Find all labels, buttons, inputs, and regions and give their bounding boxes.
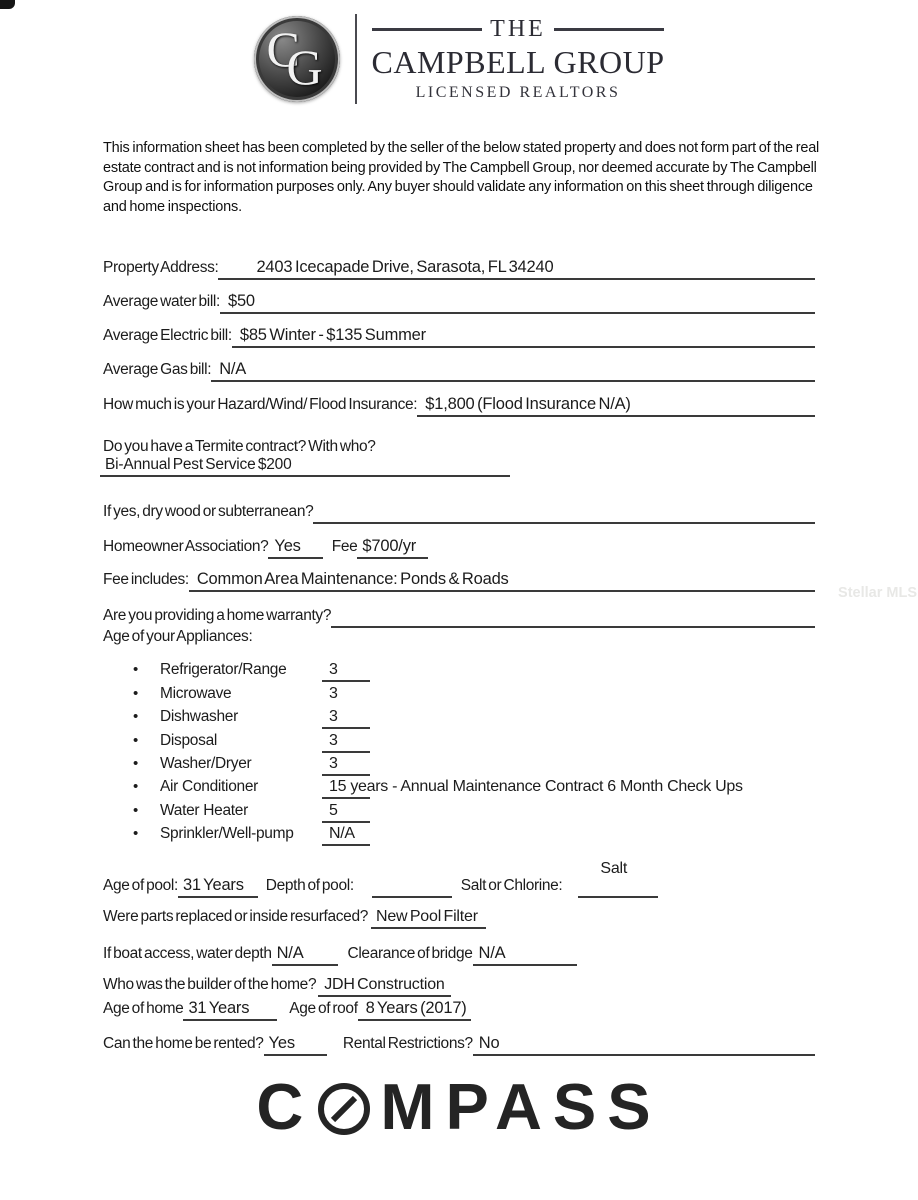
appliance-value: 3 bbox=[327, 732, 338, 753]
pool-depth-value bbox=[372, 890, 384, 891]
home-age-row bbox=[103, 999, 815, 1021]
termite-type-line bbox=[313, 504, 815, 524]
appliance-row-water-heater bbox=[133, 799, 743, 822]
fee-includes-line bbox=[189, 570, 815, 592]
water-bill-value: $50 bbox=[227, 292, 255, 310]
compass-logo bbox=[0, 1070, 918, 1143]
termite-question-label: Do you have a Termite contract? With who? bbox=[103, 438, 376, 455]
property-address-value: 2403 Icecapade Drive, Sarasota, FL 34240 bbox=[256, 258, 554, 276]
home-warranty-line bbox=[331, 608, 815, 628]
gas-bill-row bbox=[103, 360, 815, 382]
rental-restrictions-value: No bbox=[478, 1034, 500, 1052]
insurance-value: $1,800 (Flood Insurance N/A) bbox=[425, 395, 631, 413]
disclaimer-text: This information sheet has been completed by the seller of the below stated property and does not form part of the real estate contract and is not information being provided by The Campbell Group, nor deemed accurate by The Campbell Group and is for information purposes only. Any buyer should validate any information on this sheet through diligence and home inspections. bbox=[103, 140, 820, 215]
campbell-group-logo bbox=[0, 14, 918, 104]
gas-bill-line bbox=[211, 360, 815, 382]
pool-depth-label: Depth of pool: bbox=[265, 877, 354, 894]
scan-artifact bbox=[0, 0, 15, 9]
termite-type-value bbox=[313, 516, 325, 517]
termite-type-label: If yes, dry wood or subterranean? bbox=[103, 503, 314, 520]
rented-label: Can the home be rented? bbox=[103, 1035, 264, 1052]
appliance-row-disposal bbox=[133, 729, 743, 752]
brand-text-block bbox=[372, 16, 665, 102]
logo-divider bbox=[355, 14, 357, 104]
home-age-label: Age of home bbox=[103, 1000, 184, 1017]
insurance-row bbox=[103, 395, 815, 417]
rule-right bbox=[554, 28, 664, 31]
insurance-line bbox=[417, 395, 815, 417]
gas-bill-value: N/A bbox=[219, 360, 247, 378]
home-warranty-value bbox=[331, 620, 343, 621]
appliance-value: 3 bbox=[327, 755, 338, 776]
appliance-value: 3 bbox=[327, 708, 338, 729]
property-address-label: Property Address: bbox=[103, 259, 219, 276]
cg-monogram-letter-g: G bbox=[286, 39, 323, 95]
home-warranty-label: Are you providing a home warranty? bbox=[103, 607, 332, 624]
appliance-row-refrigerator bbox=[133, 659, 743, 682]
cg-monogram-icon bbox=[254, 16, 340, 102]
appliance-label: • Microwave bbox=[160, 684, 232, 702]
electric-bill-label: Average Electric bill: bbox=[103, 327, 232, 344]
appliance-value: 15 years - Annual Maintenance Contract 6 Month Check Ups bbox=[327, 778, 743, 799]
property-address-line bbox=[218, 258, 815, 280]
electric-bill-row bbox=[103, 326, 815, 348]
compass-letters-mpass: MPASS bbox=[380, 1070, 662, 1143]
pool-chem-label: Salt or Chlorine: bbox=[460, 877, 563, 894]
termite-type-row bbox=[103, 503, 815, 524]
pool-chem-value: Salt bbox=[600, 860, 628, 877]
pool-age-value: 31 Years bbox=[182, 876, 244, 894]
hoa-fee-value: $700/yr bbox=[362, 537, 417, 555]
appliance-row-dishwasher bbox=[133, 706, 743, 729]
rental-restrictions-label: Rental Restrictions? bbox=[342, 1035, 473, 1052]
resurfaced-row bbox=[103, 908, 815, 929]
stellar-mls-watermark: Stellar MLS bbox=[838, 585, 917, 601]
water-bill-line bbox=[220, 292, 815, 314]
appliance-label: • Dishwasher bbox=[160, 708, 238, 726]
pool-chem-line bbox=[578, 860, 658, 898]
roof-age-label: Age of roof bbox=[289, 1000, 358, 1017]
hoa-label: Homeowner Association? bbox=[103, 538, 269, 555]
fee-includes-value: Common Area Maintenance: Ponds & Roads bbox=[196, 570, 509, 588]
electric-bill-value: $85 Winter - $135 Summer bbox=[239, 326, 426, 344]
insurance-label: How much is your Hazard/Wind/ Flood Insurance: bbox=[103, 396, 418, 413]
appliance-label: • Water Heater bbox=[160, 801, 248, 819]
gas-bill-label: Average Gas bill: bbox=[103, 361, 212, 378]
appliance-value: 3 bbox=[329, 684, 338, 702]
compass-letter-c: C bbox=[256, 1070, 315, 1143]
appliance-label: • Washer/Dryer bbox=[160, 754, 252, 772]
hoa-answer-line bbox=[268, 537, 322, 559]
hoa-fee-label: Fee bbox=[331, 538, 358, 555]
rented-row bbox=[103, 1034, 815, 1056]
water-bill-row bbox=[103, 292, 815, 314]
builder-row bbox=[103, 976, 815, 997]
bridge-clearance-line bbox=[473, 944, 578, 966]
brand-name: CAMPBELL GROUP bbox=[371, 44, 665, 80]
appliance-label: • Disposal bbox=[160, 731, 218, 749]
appliance-label: • Sprinkler/Well-pump bbox=[160, 825, 294, 843]
boat-depth-line bbox=[272, 944, 338, 966]
appliances-heading: Age of your Appliances: bbox=[103, 628, 253, 645]
appliance-row-washer-dryer bbox=[133, 753, 743, 776]
resurfaced-line bbox=[371, 908, 486, 929]
brand-the-row bbox=[372, 16, 665, 43]
termite-answer-row bbox=[100, 456, 510, 477]
appliance-label: • Refrigerator/Range bbox=[160, 661, 287, 679]
appliance-value: 3 bbox=[327, 661, 338, 682]
home-warranty-row bbox=[103, 607, 815, 628]
termite-answer-line bbox=[100, 456, 510, 477]
pool-age-line bbox=[178, 876, 258, 898]
pool-row bbox=[103, 860, 815, 898]
rented-value: Yes bbox=[268, 1034, 295, 1052]
roof-age-line bbox=[358, 999, 471, 1021]
appliance-row-microwave bbox=[133, 682, 743, 705]
termite-answer-value: Bi-Annual Pest Service $200 bbox=[105, 456, 292, 473]
electric-bill-line bbox=[232, 326, 815, 348]
resurfaced-value: New Pool Filter bbox=[375, 908, 478, 925]
hoa-row bbox=[103, 537, 815, 559]
fee-includes-label: Fee includes: bbox=[103, 571, 189, 588]
boat-depth-value: N/A bbox=[276, 944, 304, 962]
builder-line bbox=[318, 976, 450, 997]
bridge-clearance-value: N/A bbox=[478, 944, 506, 962]
roof-age-value: 8 Years (2017) bbox=[365, 999, 467, 1017]
pool-age-label: Age of pool: bbox=[103, 877, 178, 894]
appliance-value: 5 bbox=[327, 802, 338, 823]
cg-monogram-letter-c: C bbox=[266, 21, 300, 77]
boat-row bbox=[103, 944, 815, 966]
home-age-line bbox=[183, 999, 277, 1021]
rented-line bbox=[264, 1034, 327, 1056]
hoa-answer-value: Yes bbox=[274, 537, 301, 555]
rental-restrictions-line bbox=[473, 1034, 815, 1056]
rule-left bbox=[372, 28, 482, 31]
appliance-value: N/A bbox=[327, 825, 355, 846]
home-age-value: 31 Years bbox=[188, 999, 250, 1017]
fee-includes-row bbox=[103, 570, 815, 592]
appliance-row-air-conditioner bbox=[133, 776, 743, 799]
appliance-row-sprinkler bbox=[133, 823, 743, 846]
compass-o-needle-icon bbox=[316, 1081, 372, 1137]
brand-tagline: LICENSED REALTORS bbox=[415, 84, 621, 101]
appliance-label: • Air Conditioner bbox=[160, 778, 259, 796]
pool-depth-line bbox=[372, 878, 452, 898]
property-address-row bbox=[103, 258, 815, 280]
builder-value: JDH Construction bbox=[324, 976, 445, 993]
boat-depth-label: If boat access, water depth bbox=[103, 945, 272, 962]
bridge-clearance-label: Clearance of bridge bbox=[347, 945, 473, 962]
water-bill-label: Average water bill: bbox=[103, 293, 220, 310]
brand-the: THE bbox=[490, 16, 546, 42]
hoa-fee-line bbox=[357, 537, 428, 559]
builder-label: Who was the builder of the home? bbox=[103, 976, 317, 993]
appliances-list bbox=[133, 659, 743, 846]
resurfaced-label: Were parts replaced or inside resurfaced? bbox=[103, 908, 368, 925]
